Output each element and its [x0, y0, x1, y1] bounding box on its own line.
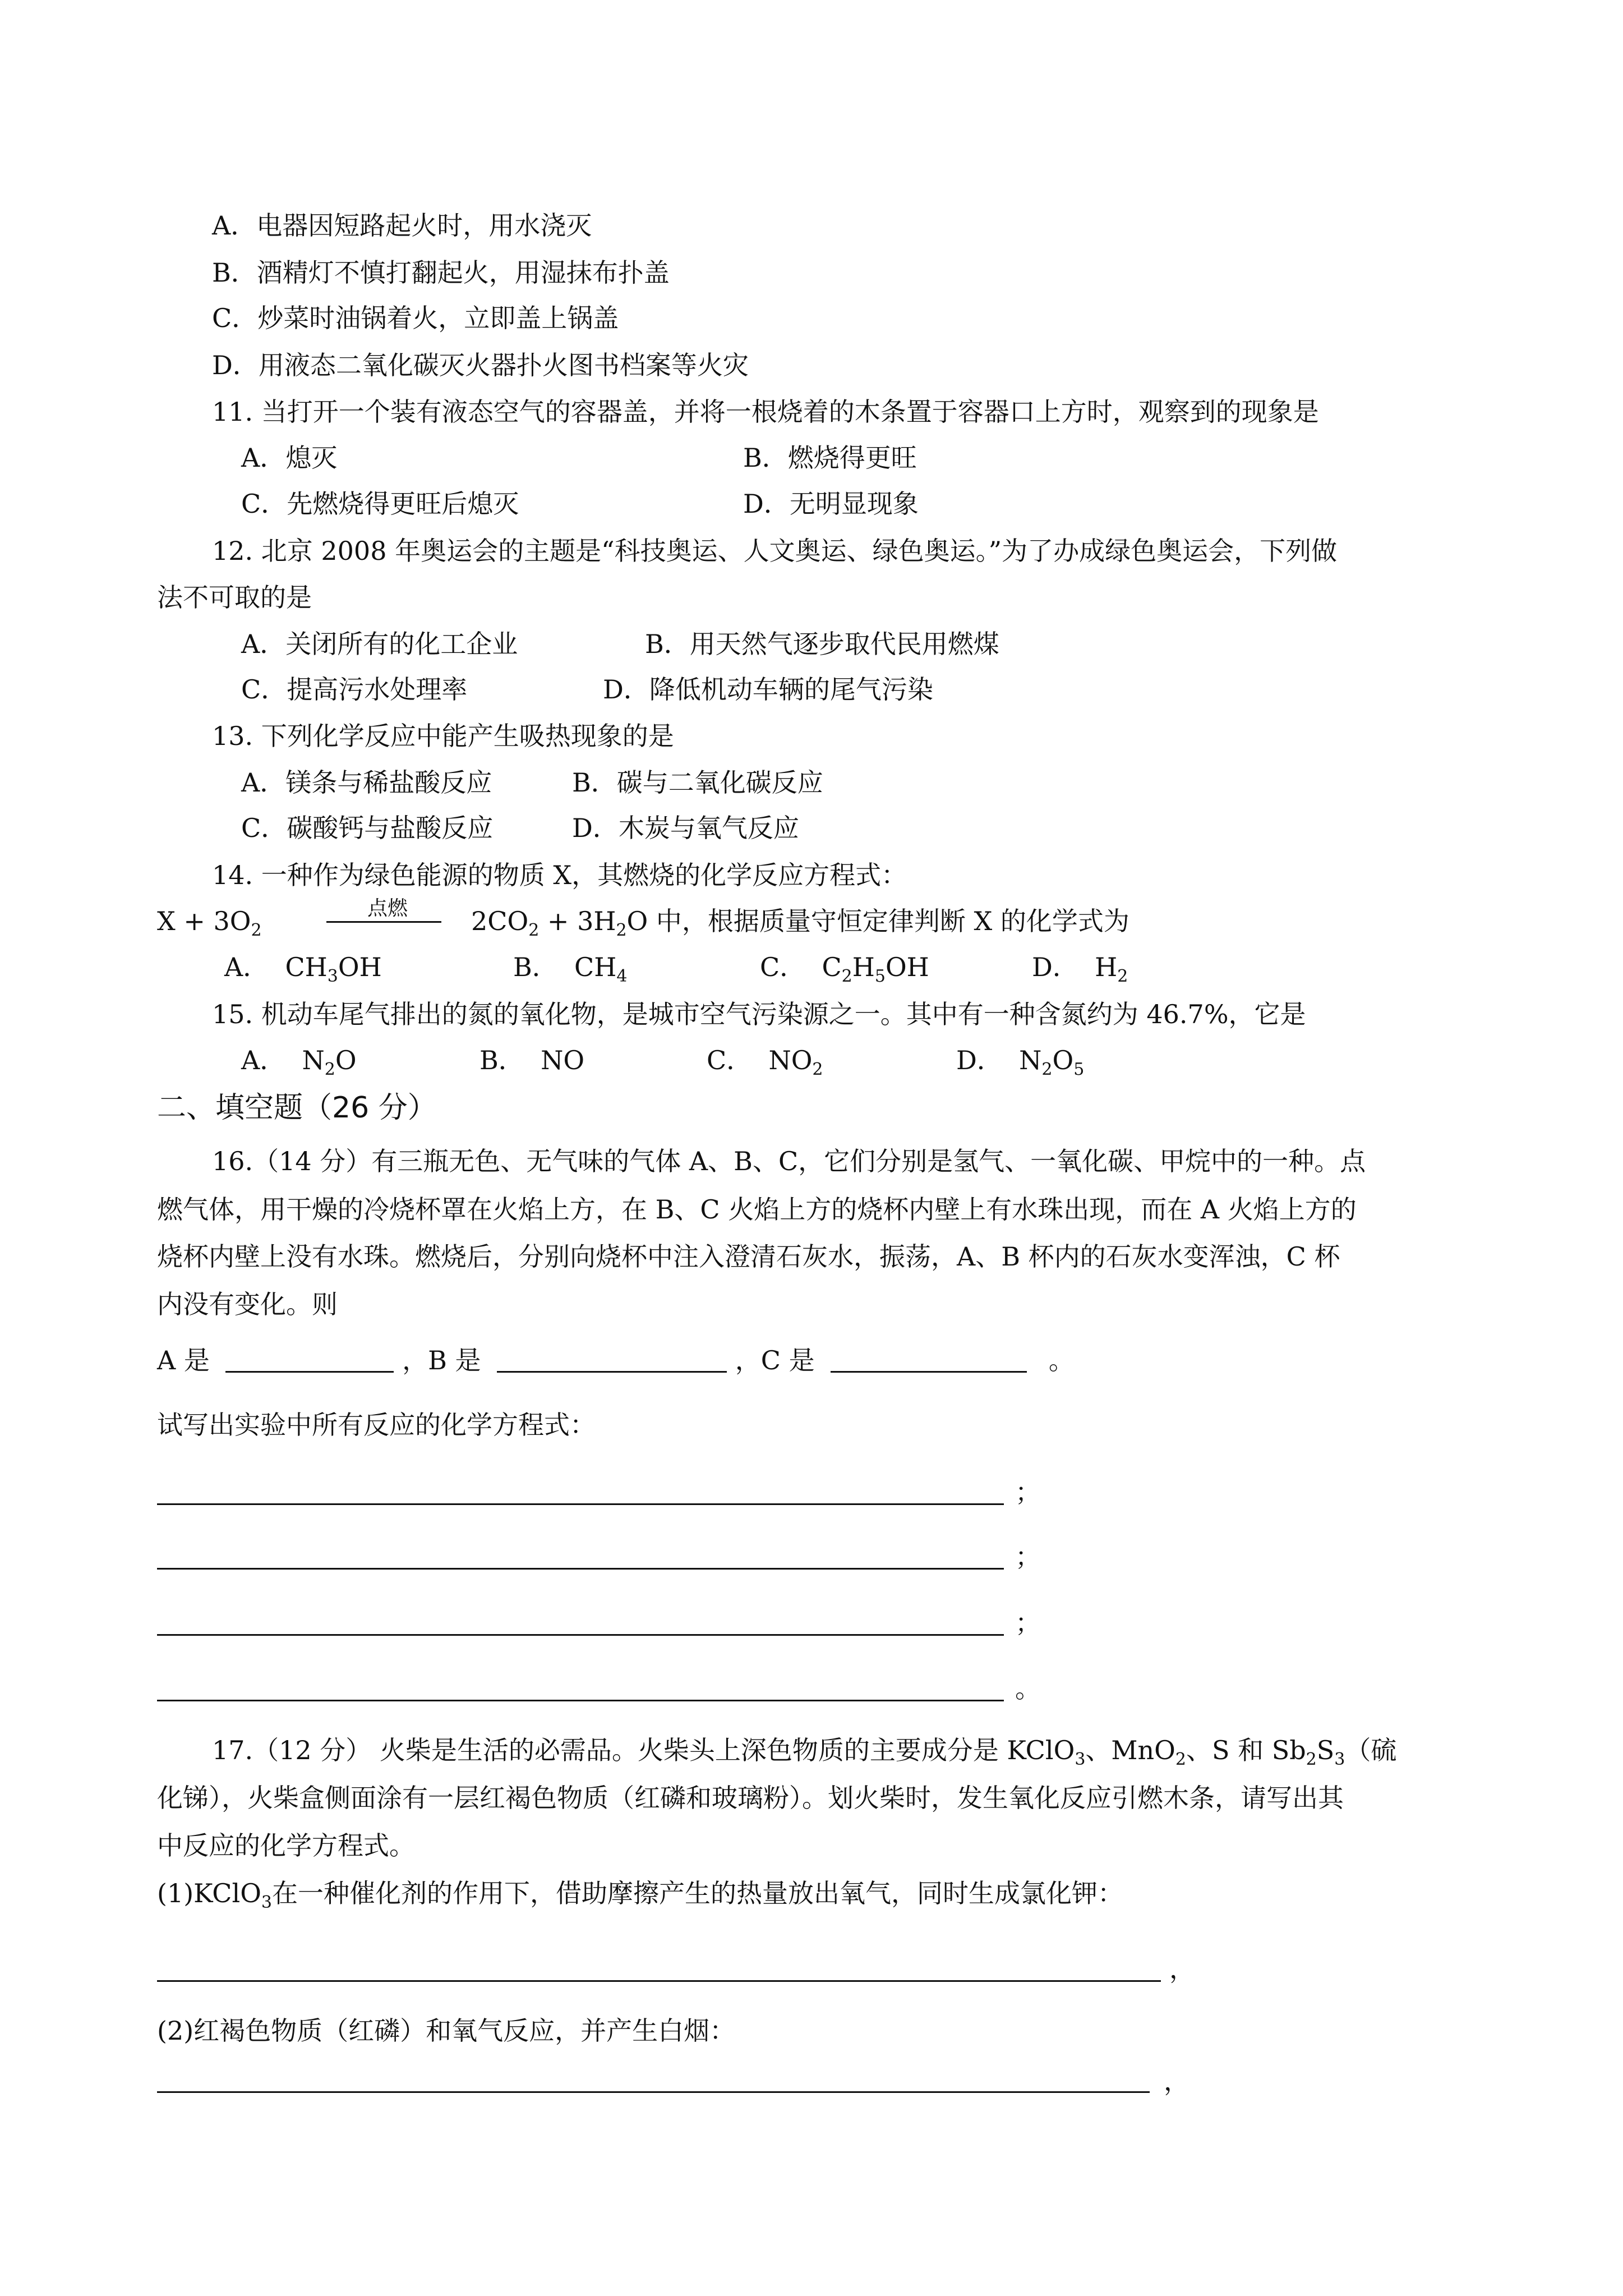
q17-part2-comma: ， — [1164, 2066, 1189, 2096]
q10-option-c: C．炒菜时油锅着火，立即盖上锅盖 — [212, 303, 619, 333]
q11-option-d: D．无明显现象 — [743, 489, 919, 519]
q14-option-d: D． $H_2$ — [1032, 952, 1128, 986]
q17-text-line2: 化锑），火柴盒侧面涂有一层红褐色物质（红磷和玻璃粉）。划火柴时，发生氧化反应引燃木条，请写出其 — [157, 1783, 1344, 1813]
q13-stem: 13. 下列化学反应中能产生吸热现象的是 — [212, 721, 674, 751]
q16-equation-blank-4[interactable] — [157, 1700, 1004, 1701]
q14-option-a: A． $CH_3OH$ — [224, 952, 382, 986]
q11-option-b: B．燃烧得更旺 — [743, 443, 917, 473]
q13-option-a: A．镁条与稀盐酸反应 — [241, 767, 492, 798]
q14-equation-right: $2CO_2 + 3H_2O$ 中，根据质量守恒定律判断 X 的化学式为 — [471, 906, 1129, 940]
q16-equation-blank-3[interactable] — [157, 1634, 1004, 1636]
q16-end-mark: 。 — [1048, 1345, 1075, 1375]
q12-option-c: C．提高污水处理率 — [241, 674, 468, 705]
q10-option-d: D．用液态二氧化碳灭火器扑火图书档案等火灾 — [212, 350, 749, 380]
q14-reaction-condition: 点燃 — [367, 897, 408, 920]
q16-semicolon-3: ； — [1015, 1608, 1041, 1638]
q17-part1-prompt: (1)KClO$_3$在一种催化剂的作用下，借助摩擦产生的热量放出氧气，同时生成氯化钾： — [157, 1878, 1124, 1912]
q15-option-b: B． NO — [479, 1045, 585, 1075]
q12-stem-line2: 法不可取的是 — [157, 582, 312, 613]
reaction-arrow-line — [326, 921, 441, 923]
q12-option-d: D．降低机动车辆的尾气污染 — [603, 674, 933, 705]
q16-label-b: ，B 是 — [402, 1345, 481, 1375]
q16-blank-c[interactable] — [831, 1346, 1027, 1373]
q16-label-c: ，C 是 — [735, 1345, 815, 1375]
q15-option-c: C． $NO_2$ — [707, 1045, 823, 1079]
q10-option-b: B．酒精灯不慎打翻起火，用湿抹布扑盖 — [212, 257, 670, 288]
q12-option-b: B．用天然气逐步取代民用燃煤 — [645, 629, 999, 659]
q16-equation-blank-2[interactable] — [157, 1568, 1004, 1570]
q15-stem: 15. 机动车尾气排出的氮的氧化物，是城市空气污染源之一。其中有一种含氮约为 46.7%，它是 — [212, 999, 1306, 1029]
q16-answer-row — [157, 1343, 1075, 1377]
q16-semicolon-2: ； — [1015, 1542, 1041, 1572]
q17-part2-prompt: (2)红褐色物质（红磷）和氧气反应，并产生白烟： — [157, 2016, 736, 2046]
q13-option-c: C．碳酸钙与盐酸反应 — [241, 813, 494, 843]
q17-part1-blank[interactable] — [157, 1980, 1161, 1982]
q14-stem: 14. 一种作为绿色能源的物质 X，其燃烧的化学反应方程式： — [212, 860, 907, 890]
q16-text-line2: 燃气体，用干燥的冷烧杯罩在火焰上方，在 B、C 火焰上方的烧杯内壁上有水珠出现，而在 A 火焰上方的 — [157, 1194, 1357, 1225]
q16-text-line1: 16.（14 分）有三瓶无色、无气味的气体 A、B、C，它们分别是氢气、一氧化碳、甲烷中的一种。点 — [212, 1146, 1366, 1176]
q16-equation-blank-1[interactable] — [157, 1503, 1004, 1505]
q17-part2-blank[interactable] — [157, 2091, 1150, 2093]
section-heading-fill-blank: 二、填空题（26 分） — [157, 1091, 437, 1125]
q16-equation-prompt: 试写出实验中所有反应的化学方程式： — [157, 1410, 596, 1440]
q16-text-line3: 烧杯内壁上没有水珠。燃烧后，分别向烧杯中注入澄清石灰水，振荡，A、B 杯内的石灰水变浑浊，C 杯 — [157, 1241, 1340, 1272]
q16-blank-a[interactable] — [225, 1346, 394, 1373]
q17-text-line1: 17.（12 分） 火柴是生活的必需品。火柴头上深色物质的主要成分是 KClO$_3$、MnO$_2$、S 和 $Sb_2S_3$（硫 — [212, 1735, 1397, 1769]
q17-part1-comma: ， — [1169, 1954, 1195, 1984]
q15-option-d: D． $N_2O_5$ — [956, 1045, 1085, 1079]
q17-text-line3: 中反应的化学方程式。 — [157, 1830, 415, 1861]
q12-stem-line1: 12. 北京 2008 年奥运会的主题是“科技奥运、人文奥运、绿色奥运。”为了办成绿色奥运会，下列做 — [212, 536, 1338, 566]
q12-option-a: A．关闭所有的化工企业 — [241, 629, 518, 659]
q16-label-a: A 是 — [157, 1345, 210, 1375]
q14-option-c: C． $C_2H_5OH$ — [760, 952, 929, 986]
q11-stem: 11. 当打开一个装有液态空气的容器盖，并将一根烧着的木条置于容器口上方时，观察到的现象是 — [212, 397, 1319, 427]
q16-blank-b[interactable] — [497, 1346, 727, 1373]
q11-option-c: C．先燃烧得更旺后熄灭 — [241, 489, 519, 519]
q16-period: 。 — [1015, 1673, 1041, 1704]
q10-option-a: A．电器因短路起火时，用水浇灭 — [212, 210, 592, 241]
q15-option-a: A． $N_2O$ — [241, 1045, 357, 1079]
q14-equation-left: $X + 3O_2$ — [157, 906, 262, 940]
q16-semicolon-1: ； — [1015, 1477, 1041, 1507]
q13-option-b: B．碳与二氧化碳反应 — [572, 767, 823, 798]
q14-option-b: B． $CH_4$ — [513, 952, 628, 986]
q16-text-line4: 内没有变化。则 — [157, 1289, 338, 1319]
q11-option-a: A．熄灭 — [241, 443, 338, 473]
q13-option-d: D．木炭与氧气反应 — [572, 813, 799, 843]
